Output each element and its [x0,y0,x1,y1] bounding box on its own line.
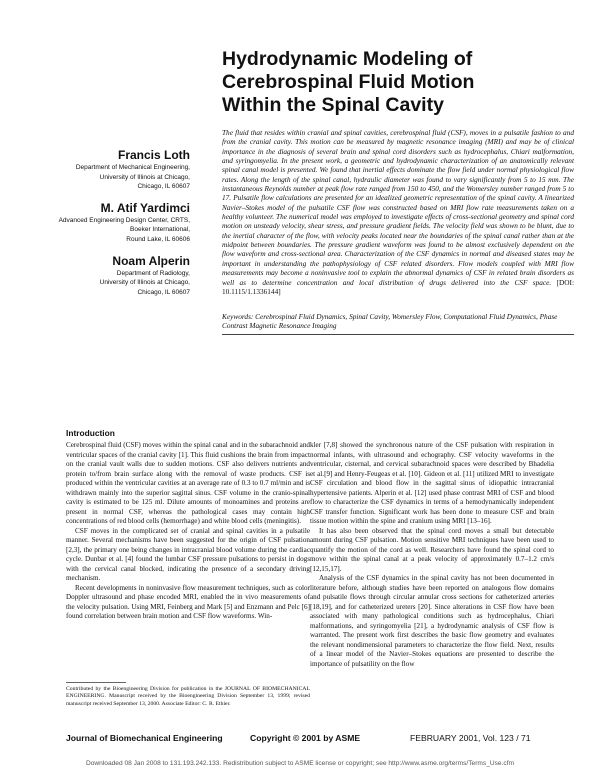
author-block [30,148,190,306]
body-paragraph: CSF moves in the complicated set of cranial and spinal cavities in a pulsatile manner. Several mechanisms have been suggested for the origin of CSF pulsation [2,3], the primary one being changes in intracranial blood volume during the cardiac cycle. Dunbar et al. [4] found the lumbar CSF pressure pulsations to persist in dogs with the cervical canal blocked, indicating the presence of a secondary driving mechanism. [66,526,310,582]
footnote: Contributed by the Bioengineering Division for publication in the JOURNAL OF BIOMECHANICAL ENGINEERING. Manuscript received by the Bioengineering Division September 13, 1999; revised manuscript received September 13, 2000. Associate Editor: C. R. Ethier. [66,686,310,707]
author-affiliation [30,216,190,245]
affiliation-line: Round Lake, IL 60606 [126,235,190,243]
footnote-rule [66,682,126,683]
footer-issue: FEBRUARY 2001, Vol. 123 / 71 [410,733,531,743]
keywords: Keywords: Cerebrospinal Fluid Dynamics, Spinal Cavity, Womersley Flow, Computational Fluid Dynamics, Phase Contrast Magnetic Resonance Imaging [222,312,558,331]
author-name: M. Atif Yardimci [100,200,190,215]
body-paragraph: kler [7,8] showed the synchronous nature of the CSF pulsation with respiration in normal infants, with ultrasound and echography. CSF velocity waveforms in the ventricular, cisternal, and cervical subarachnoid spaces were described by Bhadelia et al.[9] and Henry-Feugeas et al. [10]. Gideon et al. [11] utilized MRI to investigate CSF circulation and blood flow in the sagittal sinus of idiopathic intracranial hypertensive patients. Alperin et al. [12] used phase contrast MRI of CSF and blood flow to characterize the CSF dynamics in terms of a hemodynamically independent CSF transfer function. Significant work has been done to measure CSF and brain tissue motion within the spine and cranium using MRI [13–16]. [310,441,554,525]
section-heading-introduction: Introduction [66,428,115,438]
author-entry [30,254,190,298]
footer-journal [66,733,223,743]
footer-copyright-text: Copyright © 2001 by ASME [250,733,361,743]
affiliation-line: Boeker International, [130,226,190,234]
affiliation-line: Chicago, IL 60607 [137,183,190,191]
affiliation-line: Advanced Engineering Design Center, CRTS, [58,216,190,224]
body-column-right [310,441,554,711]
affiliation-line: Chicago, IL 60607 [137,288,190,296]
affiliation-line: Department of Radiology, [116,269,190,277]
title-line: Within the Spinal Cavity [222,94,444,116]
separator-rule [222,334,574,335]
author-entry [30,148,190,192]
download-notice: Downloaded 08 Jan 2008 to 131.193.242.133. Redistribution subject to ASME license or copyright; see http://www.asme.org/terms/Terms_Use.cfm [85,760,515,767]
author-name: Noam Alperin [112,253,190,268]
author-entry [30,201,190,245]
affiliation-line: University of Illinois at Chicago, [99,173,190,181]
body-column-left [66,441,310,675]
author-name: Francis Loth [117,148,190,162]
title-line: Cerebrospinal Fluid Motion [222,71,475,93]
abstract-text: The fluid that resides within cranial and spinal cavities, cerebrospinal fluid (CSF), moves in a pulsatile fashion to and from the cranial cavity. This motion can be measured by magnetic resonance imaging (MRI) and may be of clinical importance in the diagnosis of several brain and spinal cord disorders such as hydrocephalus, Chiari malformation, and syringomyelia. In the present work, a geometric and hydrodynamic characterization of an anatomically relevant spinal canal model is presented. We found that inertial effects dominate the flow field under normal physiological flow rates. Along the length of the spinal canal, hydraulic diameter was found to vary significantly from 5 to 15 mm. The instantaneous Reynolds number at peak flow rate ranged from 150 to 450, and the Womersley number ranged from 5 to 17. Pulsatile flow calculations are presented for an idealized geometric representation of the spinal cavity. A linearized Navier–Stokes model of the pulsatile CSF flow was constructed based on MRI flow rate measurements taken on a healthy volunteer. The numerical model was employed to investigate effects of cross-sectional geometry and spinal cord motion on unsteady velocity, shear stress, and pressure gradient fields. The velocity field was shown to be blunt, due to the inertial character of the flow, with velocity peaks located near the boundaries of the spinal canal rather than at the midpoint between boundaries. The pressure gradient waveform was found to be almost exclusively dependent on the flow waveform and cross-sectional area. Characterization of the CSF dynamics in normal and diseased states may be important in understanding the pathophysiology of CSF related disorders. Flow models coupled with MRI flow measurements may become a noninvasive tool to explain the abnormal dynamics of CSF in related brain disorders as well as to determine concentration and local distribution of drugs delivered into the CSF space. [222,128,574,287]
footer-journal-text: Journal of Biomechanical Engineering [66,733,223,743]
affiliation-line: University of Illinois at Chicago, [99,279,190,287]
paper-title [222,48,552,117]
affiliation-line: Department of Mechanical Engineering, [75,164,190,171]
title-line: Hydrodynamic Modeling of [222,48,473,70]
body-paragraph: Cerebrospinal fluid (CSF) moves within the spinal canal and in the subarachnoid and ventricular spaces of the cranial cavity [1]. This fluid cushions the brain from impact on the cranial vault walls due to sudden motions. CSF also delivers nutrients and protein to/from brain surface along with the removal of waste products. CSF is produced within the ventricular cavities at an average rate of 0.3 to 0.7 ml/min and is withdrawn mainly into the superior sagittal sinus. CSF volume in the cranio-spinal cavity is estimated to be 125 ml. Dilute amounts of monoamines and proteins are present in normal CSF, whereas the pathological cases may contain high concentrations of red blood cells (hemorrhage) and white blood cells (meningitis). [66,441,310,525]
author-affiliation [30,269,190,298]
body-paragraph: It has also been observed that the spinal cord moves a small but detectable amount during CSF pulsation. Motion sensitive MRI techniques have been used to quantify the motion of the cord as well. Researchers have found the spinal cord to move within the spinal canal at a peak velocity of approximately 0.7–1.2 cm/s [12,15,17]. [310,526,554,573]
doi-link[interactable]: [DOI: 10.1115/1.1336144] [222,277,574,296]
abstract [222,128,574,308]
author-affiliation [30,163,190,192]
footer-copyright [250,733,360,743]
body-paragraph: Analysis of the CSF dynamics in the spinal cavity has not been documented in literature before, although studies have been reported on analogous flow domains and pulsatile flows through circular annular cross sections for catheterized arteries [18,19], and for catheterized ureters [20]. Since alterations in CSF flow have been associated with many pathological conditions such as hydrocephalus, Chiari malformations, and syringomyelia [21], a hydrodynamic analysis of CSF flow is warranted. The present work first describes the basic flow geometry and evaluates the relevant nondimensional parameters to characterize the flow field. Next, results of a linear model of the Navier–Stokes equations are presented to describe the importance of pulsatility on the flow [310,574,554,668]
body-paragraph: Recent developments in noninvasive flow measurement techniques, such as color Doppler ultrasound and phase encoded MRI, enabled the in vivo measurements of the velocity pulsation. Using MRI, Feinberg and Mark [5] and Enzmann and Pelc [6] found correlation between brain motion and CSF flow waveforms. Win- [66,583,310,620]
